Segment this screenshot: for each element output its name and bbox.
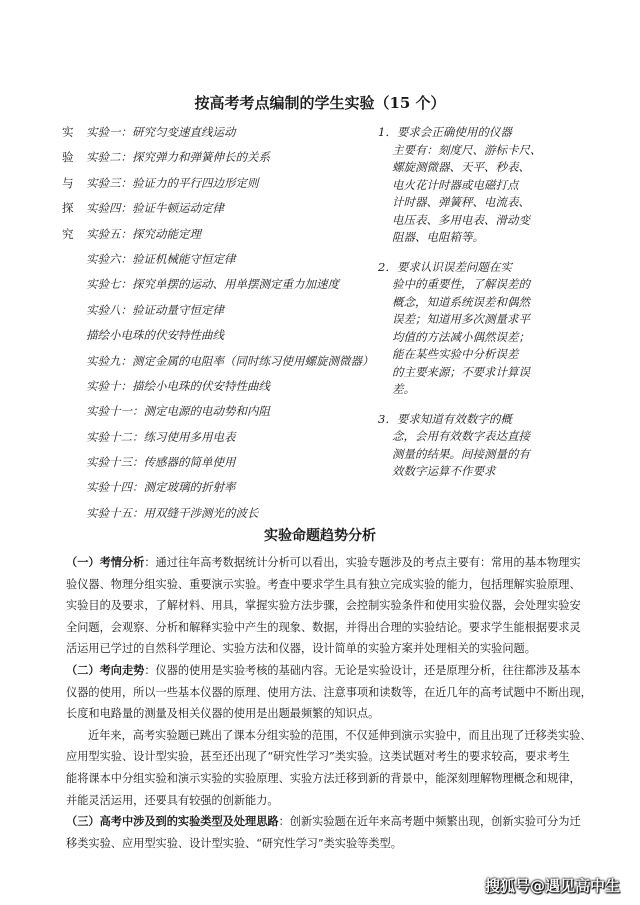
experiment-label: 实验八：验证动量守恒定律 (86, 302, 224, 317)
paragraph-line: 能将课本中分组实验和演示实验的实验原理、实验方法迁移到新的背景中，能深刻理解物理概念和规律， (66, 771, 581, 785)
requirement-line: 均值的方法减小偶然误差； (392, 329, 530, 344)
experiment-label: 实验十二：练习使用多用电表 (86, 429, 236, 444)
requirement-line: 阻器、电阻箱等。 (392, 230, 484, 244)
requirement-line: 能在某些实验中分析误差 (392, 347, 519, 361)
requirement-line: 电火花计时器或电磁打点 (392, 177, 519, 192)
paragraph-line: 活运用已学过的自然科学理论、实验方法和仪器，设计简单的实验方案并处理相关的实验问题。 (66, 642, 536, 656)
experiment-label: 实验十四：测定玻璃的折射率 (86, 480, 236, 495)
requirement-line: 主要有：刻度尺、游标卡尺、 (392, 142, 542, 157)
requirement-block (378, 259, 530, 399)
page-title: 按高考考点编制的学生实验（15 个） (194, 94, 446, 112)
experiment-item (62, 276, 372, 301)
requirement-line: 1．要求会正确使用的仪器 (378, 125, 512, 139)
paragraph-line: 仪器的使用，所以一些基本仪器的原理、使用方法、注意事项和读数等，在近几年的高考试题中不断出现， (66, 685, 592, 699)
paragraph-line: 全问题，会观察、分析和解释实验中产生的现象、数据，并得出合理的实验结论。要求学生能根据要求灵 (66, 620, 581, 634)
experiment-item (62, 200, 372, 225)
side-label: 究 (62, 226, 74, 241)
requirement-line: 计时器、弹簧秤、电流表、 (392, 195, 530, 209)
paragraph-line: 验仪器、物理分组实验、重要演示实验。考查中要求学生具有独立完成实验的能力，包括理解实验原理、 (66, 577, 581, 591)
experiment-label: 描绘小电珠的伏安特性曲线 (86, 328, 224, 343)
experiment-label: 实验五：探究动能定理 (86, 226, 201, 241)
requirement-line: 念，会用有效数字表达直接 (392, 429, 530, 443)
requirement-line: 差。 (392, 382, 415, 396)
requirement-line: 2．要求认识误差问题在实 (378, 259, 512, 274)
paragraph-text: ：创新实验题在近年来高考题中频繁出现，创新实验可分为迁 (278, 815, 581, 829)
side-label: 与 (62, 175, 74, 190)
experiment-item (62, 149, 372, 174)
experiment-item (62, 251, 372, 276)
requirement-line: 测量的结果。间接测量的有 (392, 446, 530, 461)
experiment-label: 实验三：验证力的平行四边形定则 (86, 175, 259, 190)
requirement-line: 电压表、多用电表、滑动变 (392, 212, 530, 227)
requirement-line: 概念，知道系统误差和偶然 (392, 294, 530, 309)
experiment-item (62, 175, 372, 200)
experiment-label: 实验四：验证牛顿运动定律 (86, 201, 224, 216)
experiment-label: 实验二：探究弹力和弹簧伸长的关系 (86, 150, 270, 165)
experiment-item (62, 302, 372, 327)
experiment-label: 实验十三：传感器的简单使用 (86, 455, 236, 470)
experiment-label: 实验六：验证机械能守恒定律 (86, 251, 236, 266)
requirement-line: 效数字运算不作要求 (392, 464, 496, 478)
paragraph-recent-years (66, 725, 592, 811)
experiment-label: 实验十：描绘小电珠的伏安特性曲线 (86, 378, 270, 393)
experiment-item (62, 226, 372, 251)
analysis-body (66, 552, 592, 854)
paragraph-types (66, 811, 582, 854)
paragraph-text: ：仪器的使用是实验考核的基础内容。无论是实验设计，还是原理分析，往往都涉及基本 (144, 663, 581, 677)
paragraph-line: 长度和电路量的测量及相关仪器的使用是出题最频繁的知识点。 (66, 707, 380, 721)
paragraph-line: 应用型实验、设计型实验，甚至还出现了“研究性学习”类实验。这类试题对考生的要求较高，要求考生 (66, 750, 570, 764)
experiment-label: 实验十一：测定电源的电动势和内阻 (86, 404, 270, 419)
paragraph-label: （二）考向走势 (66, 662, 145, 677)
paragraph-line: 并能灵活运用，还要具有较强的创新能力。 (66, 793, 279, 807)
watermark: 搜狐号@遇见高中生 (485, 877, 621, 895)
requirements-column (378, 124, 542, 493)
requirement-block (378, 411, 530, 481)
paragraph-exam-analysis (66, 552, 582, 660)
experiment-item (62, 454, 372, 479)
side-label: 探 (62, 201, 74, 216)
paragraph-text: ：通过往年高考数据统计分析可以看出，实验专题涉及的考点主要有：常用的基本物理实 (144, 556, 581, 569)
paragraph-label: （一）考情分析 (66, 555, 145, 569)
experiment-item (62, 327, 372, 352)
section-title: 实验命题趋势分析 (264, 528, 376, 544)
experiment-item (62, 124, 372, 149)
experiment-item (62, 403, 372, 428)
paragraph-trend (66, 660, 592, 725)
experiment-item (62, 429, 372, 454)
requirement-line: 3．要求知道有效数字的概 (378, 411, 512, 426)
experiment-item (62, 479, 372, 504)
side-label: 验 (62, 150, 74, 165)
experiment-label: 实验十五：用双缝干涉测光的波长 (86, 505, 259, 520)
requirement-line: 验中的重要性，了解误差的 (392, 277, 530, 291)
experiment-label: 实验一：研究匀变速直线运动 (86, 125, 236, 139)
paragraph-line: 实验目的及要求，了解材料、用具，掌握实验方法步骤，会控制实验条件和使用实验仪器，会处理实验安 (66, 599, 581, 613)
requirement-block (378, 124, 542, 247)
requirement-line: 螺旋测微器、天平、秒表、 (392, 160, 530, 174)
experiment-label: 实验七：探究单摆的运动、用单摆测定重力加速度 (86, 277, 339, 292)
experiment-label: 实验九：测定金属的电阻率（同时练习使用螺旋测微器） (86, 353, 374, 368)
paragraph-line: 移类实验、应用型实验、设计型实验、“研究性学习”类实验等类型。 (66, 836, 402, 850)
requirement-line: 误差；知道用多次测量求平 (392, 312, 530, 326)
requirement-line: 的主要来源；不要求计算误 (392, 364, 530, 379)
side-label: 实 (62, 125, 74, 139)
paragraph-label: （三）高考中涉及到的实验类型及处理思路 (66, 814, 279, 829)
experiment-item (62, 353, 372, 378)
experiment-item (62, 378, 372, 403)
paragraph-line: 近年来，高考实验题已跳出了课本分组实验的范围，不仅延伸到演示实验中，而且出现了迁移类实验、 (88, 728, 592, 742)
experiment-list (62, 124, 372, 530)
